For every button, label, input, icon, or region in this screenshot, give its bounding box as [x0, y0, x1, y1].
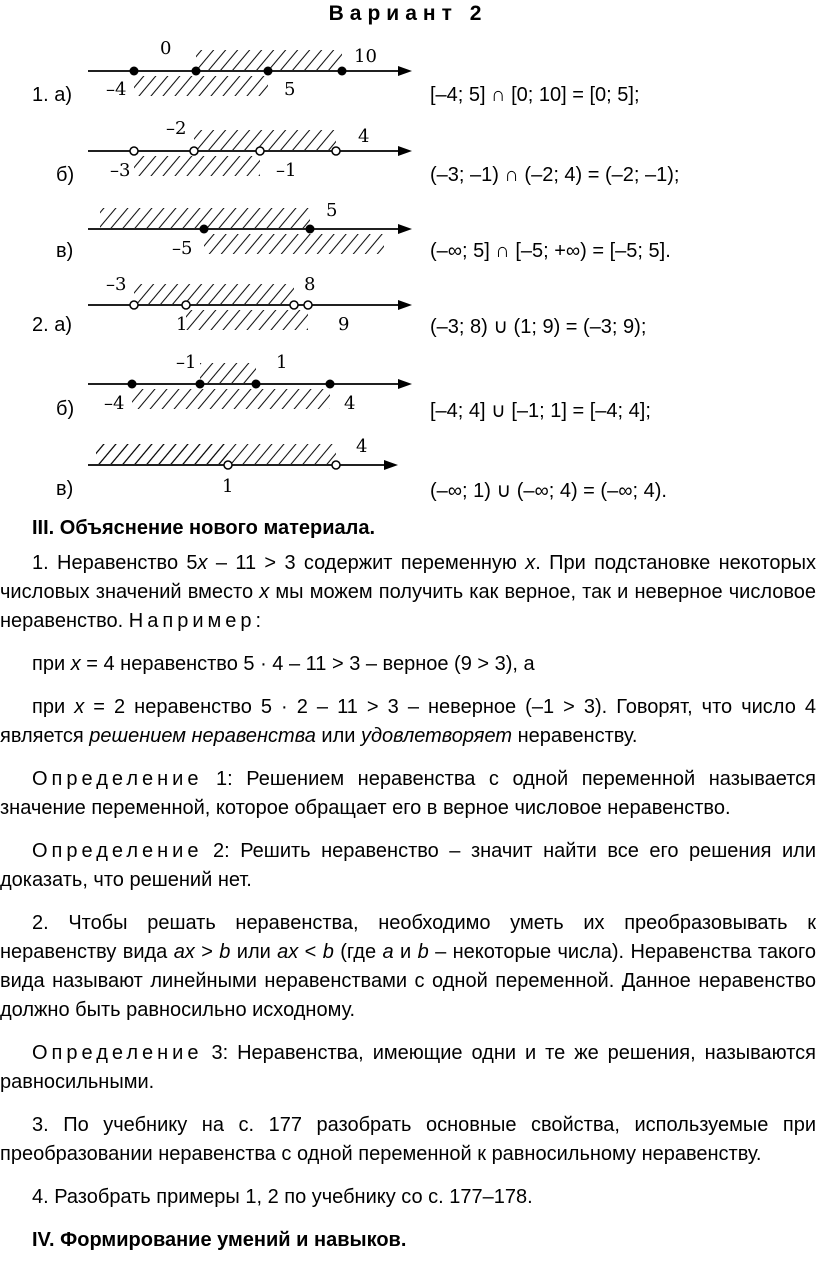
section-heading-4: IV. Формирование умений и навыков.: [32, 1229, 407, 1251]
tick-label: –2: [166, 118, 187, 139]
number-line-2b: [0, 352, 430, 414]
tick-label: 8: [304, 274, 316, 295]
tick-label: –1: [276, 160, 297, 181]
tick-label: –4: [106, 79, 127, 100]
tick-label: 1: [222, 476, 234, 497]
section-heading-3: III. Объяснение нового материала.: [32, 517, 376, 539]
exercise-label: б): [56, 164, 75, 186]
tick-label: 5: [326, 200, 338, 221]
exercise-result: [–4; 4] ∪ [–1; 1] = [–4; 4];: [430, 400, 651, 422]
number-line-1a: [0, 40, 430, 102]
exercise-result: (–∞; 5] ∩ [–5; +∞) = [–5; 5].: [430, 240, 671, 262]
definition-1: Определение 1: Решением неравенства с одной переменной называется значение переменной, которое обращает его в верное числовое неравенство.: [0, 768, 816, 819]
exercise-result: (–3; 8) ∪ (1; 9) = (–3; 9);: [430, 316, 647, 338]
tick-label: –1: [176, 352, 197, 373]
exercise-result: (–3; –1) ∩ (–2; 4) = (–2; –1);: [430, 164, 680, 186]
tick-label: 5: [284, 79, 296, 100]
tick-label: 4: [344, 393, 356, 414]
tick-label: –3: [106, 274, 127, 295]
tick-label: –5: [172, 238, 193, 259]
paragraph-example-1: при x = 4 неравенство 5 · 4 – 11 > 3 – верное (9 > 3), а: [32, 653, 535, 675]
tick-label: –3: [110, 160, 131, 181]
exercise-result: [–4; 5] ∩ [0; 10] = [0; 5];: [430, 84, 640, 106]
exercise-label: б): [56, 398, 75, 420]
exercise-label: в): [56, 240, 74, 262]
tick-label: 1: [176, 314, 188, 335]
tick-label: 10: [354, 46, 377, 67]
exercise-label: 2. а): [32, 314, 73, 336]
tick-label: 4: [356, 436, 368, 457]
definition-3: Определение 3: Неравенства, имеющие одни и те же решения, называются равносильными.: [0, 1042, 816, 1093]
number-line-2c: [0, 432, 430, 497]
tick-label: 1: [276, 352, 288, 373]
paragraph-4: 4. Разобрать примеры 1, 2 по учебнику со с. 177–178.: [32, 1186, 533, 1208]
lesson-text: [0, 514, 816, 1255]
variant-title: Вариант 2: [328, 2, 488, 25]
tick-label: 4: [358, 126, 370, 147]
paragraph-2: 2. Чтобы решать неравенства, необходимо уметь их преобразовывать к неравенству вида ах > b или ах < b (где а и b – некоторые числа). Неравенства такого вида называют линейными неравенствами с одной переменной. Данное неравенство должно быть равносильно исходному.: [0, 912, 816, 1021]
number-line-1c: [0, 196, 430, 258]
exercise-label: в): [56, 478, 74, 500]
exercise-label: 1. а): [32, 84, 73, 106]
number-line-1b: [0, 120, 430, 182]
number-line-2a: [0, 274, 430, 336]
tick-label: –4: [104, 393, 125, 414]
paragraph-example-2: при x = 2 неравенство 5 · 2 – 11 > 3 – неверное (–1 > 3). Говорят, что число 4 является решением неравенства или удовлетворяет неравенству.: [0, 696, 816, 747]
definition-2: Определение 2: Решить неравенство – значит найти все его решения или доказать, что решений нет.: [0, 840, 816, 891]
tick-label: 0: [160, 38, 172, 59]
paragraph-1: 1. Неравенство 5x – 11 > 3 содержит переменную x. При подстановке некоторых числовых значений вместо x мы можем получить как верное, так и неверное числовое неравенство. Например:: [0, 552, 816, 632]
tick-label: 9: [338, 314, 350, 335]
exercise-result: (–∞; 1) ∪ (–∞; 4) = (–∞; 4).: [430, 480, 667, 502]
paragraph-3: 3. По учебнику на с. 177 разобрать основные свойства, используемые при преобразовании неравенства с одной переменной к равносильному неравенству.: [0, 1114, 816, 1165]
